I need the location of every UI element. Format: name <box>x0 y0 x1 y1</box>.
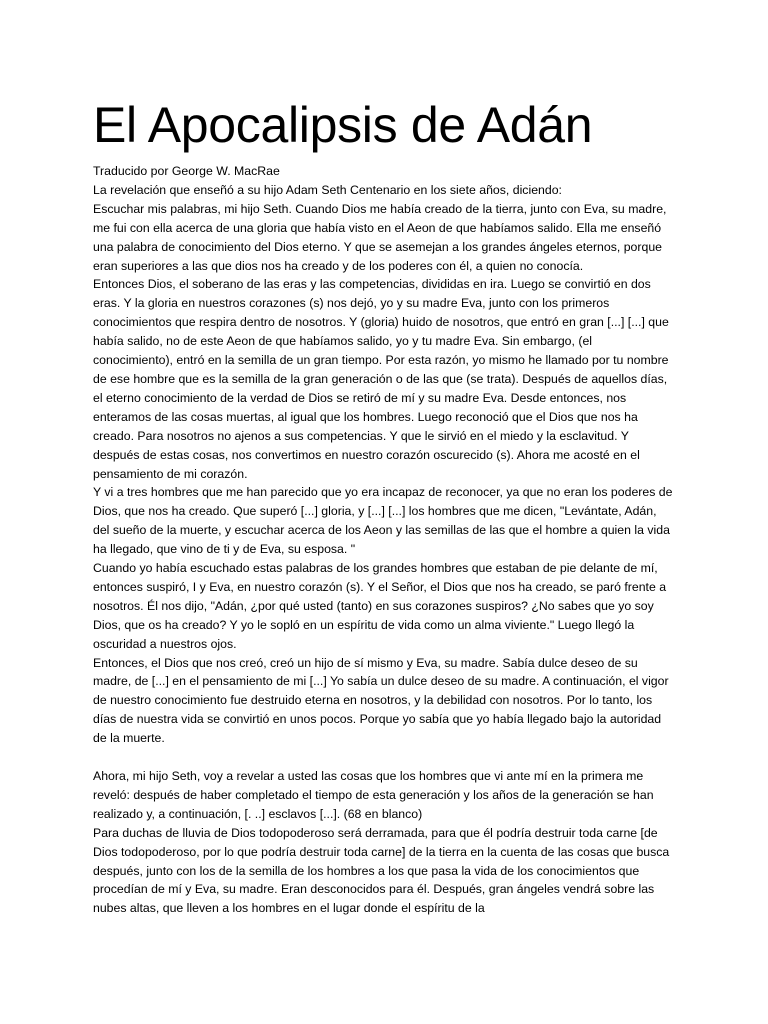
document-title: El Apocalipsis de Adán <box>93 97 593 153</box>
paragraph-intro: La revelación que enseñó a su hijo Adam Seth Centenario en los siete años, diciendo: <box>93 182 562 197</box>
paragraph-2: Entonces Dios, el soberano de las eras y las competencias, divididas en ira. Luego se convirtió en dos eras. Y la gloria en nuestros corazones (s) nos dejó, yo y su madre Eva, junto con los primeros conocimientos que respira dentro de nosotros. Y (gloria) huido de nosotros, que entró en gran [...] [...] que había salido, no de este Aeon de que habíamos salido, yo y tu madre Eva. Sin embargo, (el conocimiento), entró en la semilla de un gran tiempo. Por esta razón, yo mismo he llamado por tu nombre de ese hombre que es la semilla de la gran generación o de las que (se trata). Después de aquellos días, el eterno conocimiento de la verdad de Dios se retiró de mí y su madre Eva. Desde entonces, nos enteramos de las cosas muertas, al igual que los hombres. Luego reconoció que el Dios que nos ha creado. Para nosotros no ajenos a sus competencias. Y que le sirvió en el miedo y la esclavitud. Y después de estas cosas, nos convertimos en nuestro corazón oscurecido (s). Ahora me acosté en el pensamiento de mi corazón. <box>93 277 669 481</box>
document-page <box>93 92 673 918</box>
paragraph-5: Entonces, el Dios que nos creó, creó un hijo de sí mismo y Eva, su madre. Sabía dulce deseo de su madre, de [...] en el pensamiento de mi [...] Yo sabía un dulce deseo de su madre. A continuación, el vigor de nuestro conocimiento fue destruido eterna en nosotros, y la debilidad con nosotros. Por lo tanto, los días de nuestra vida se convirtió en unos pocos. Porque yo sabía que yo había llegado bajo la autoridad de la muerte. <box>93 655 669 746</box>
translator-credit: Traducido por George W. MacRae <box>93 164 280 178</box>
paragraph-3: Y vi a tres hombres que me han parecido que yo era incapaz de reconocer, ya que no eran los poderes de Dios, que nos ha creado. Que superó [...] gloria, y [...] [...] los hombres que me dicen, "Levántate, Adán, del sueño de la muerte, y escuchar acerca de los Aeon y las semillas de las que el hombre a quien la vida ha llegado, que vino de ti y de Eva, su esposa. " <box>93 485 673 557</box>
paragraph-gap <box>93 748 673 767</box>
paragraph-1: Escuchar mis palabras, mi hijo Seth. Cuando Dios me había creado de la tierra, junto con Eva, su madre, me fui con ella acerca de una gloria que había visto en el Aeon de que habíamos salido. Ella me enseñó una palabra de conocimiento del Dios eterno. Y que se asemejan a los grandes ángeles eternos, porque eran superiores a las que dios nos ha creado y de los poderes con él, a quien no conocía. <box>93 201 667 273</box>
paragraph-7: Ahora, mi hijo Seth, voy a revelar a usted las cosas que los hombres que vi ante mí en la primera me reveló: después de haber completado el tiempo de esta generación y los años de la generación se han realizado y, a continuación, [. ..] esclavos [...]. (68 en blanco) <box>93 768 654 821</box>
paragraph-8: Para duchas de lluvia de Dios todopoderoso será derramada, para que él podría destruir toda carne [de Dios todopoderoso, por lo que podría destruir toda carne] de la tierra en la cuenta de las cosas que busca después, junto con los de la semilla de los hombres a los que pasa la vida de los conocimientos que procedían de mí y Eva, su madre. Eran desconocidos para él. Después, gran ángeles vendrá sobre las nubes altas, que lleven a los hombres en el lugar donde el espíritu de la <box>93 825 670 916</box>
paragraph-4: Cuando yo había escuchado estas palabras de los grandes hombres que estaban de pie delante de mí, entonces suspiró, I y Eva, en nuestro corazón (s). Y el Señor, el Dios que nos ha creado, se paró frente a nosotros. Él nos dijo, "Adán, ¿por qué usted (tanto) en sus corazones suspiros? ¿No sabes que yo soy Dios, que os ha creado? Y yo le sopló en un espíritu de vida como un alma viviente." Luego llegó la oscuridad a nuestros ojos. <box>93 561 667 651</box>
